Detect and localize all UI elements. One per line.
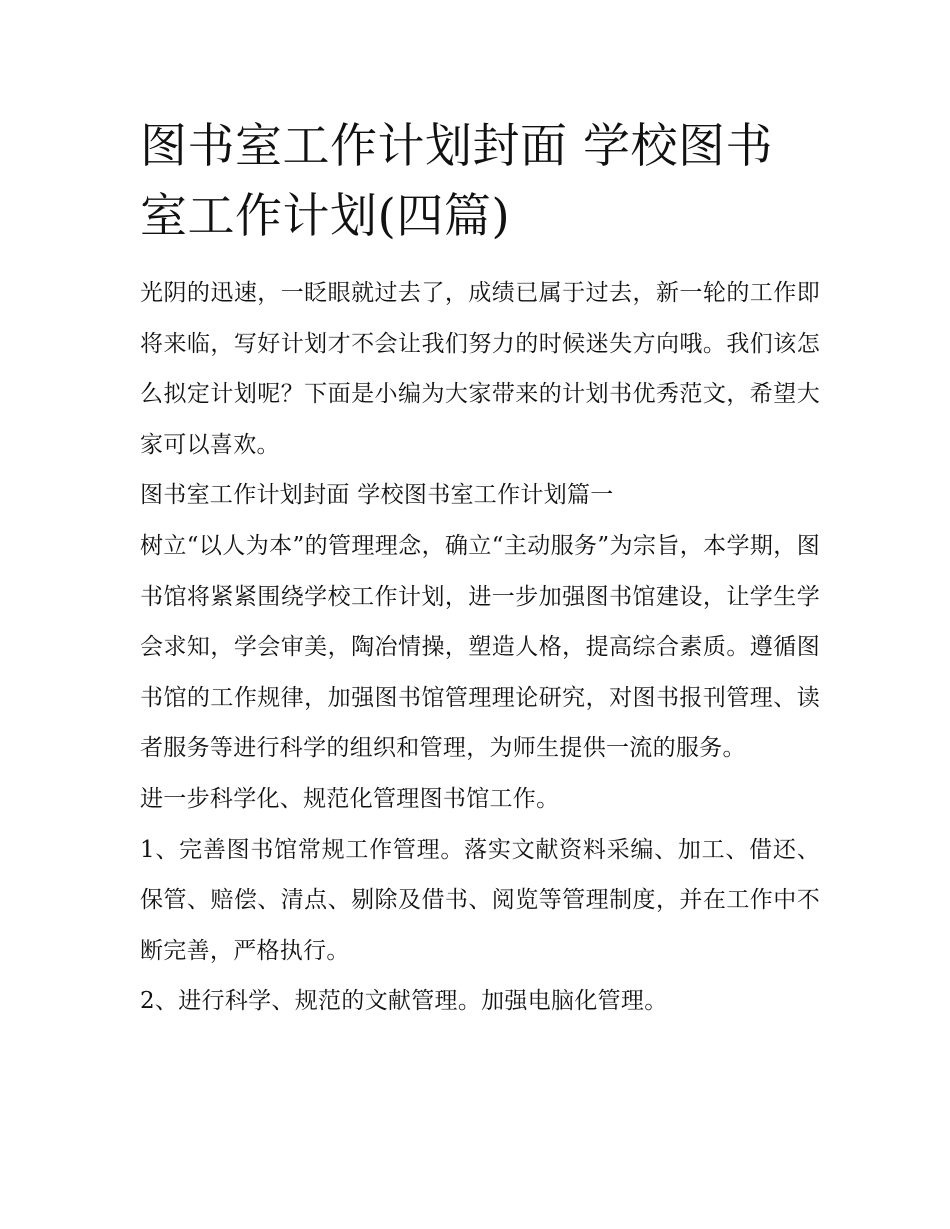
intro-paragraph: 光阴的迅速，一眨眼就过去了，成绩已属于过去，新一轮的工作即将来临，写好计划才不会让我们努力的时候迷失方向哦。我们该怎么拟定计划呢？下面是小编为大家带来的计划书优秀范文，希望大家可以喜欢。 <box>140 280 820 458</box>
document-page <box>140 112 820 1027</box>
body-paragraph: 进一步科学化、规范化管理图书馆工作。 <box>140 785 560 812</box>
document-title: 图书室工作计划封面 学校图书室工作计划(四篇) <box>140 119 773 244</box>
body-paragraph: 树立“以人为本”的管理理念，确立“主动服务”为宗旨，本学期，图书馆将紧紧围绕学校工作计划，进一步加强图书馆建设，让学生学会求知，学会审美，陶冶情操，塑造人格，提高综合素质。遵循图书馆的工作规律，加强图书馆管理理论研究，对图书报刊管理、读者服务等进行科学的组织和管理，为师生提供一流的服务。 <box>140 532 820 762</box>
list-item: 2、进行科学、规范的文献管理。加强电脑化管理。 <box>140 988 668 1015</box>
document-body <box>140 268 820 1027</box>
section-heading: 图书室工作计划封面 学校图书室工作计划篇一 <box>140 482 614 509</box>
list-item: 1、完善图书馆常规工作管理。落实文献资料采编、加工、借还、保管、赔偿、清点、剔除及借书、阅览等管理制度，并在工作中不断完善，严格执行。 <box>140 836 820 964</box>
